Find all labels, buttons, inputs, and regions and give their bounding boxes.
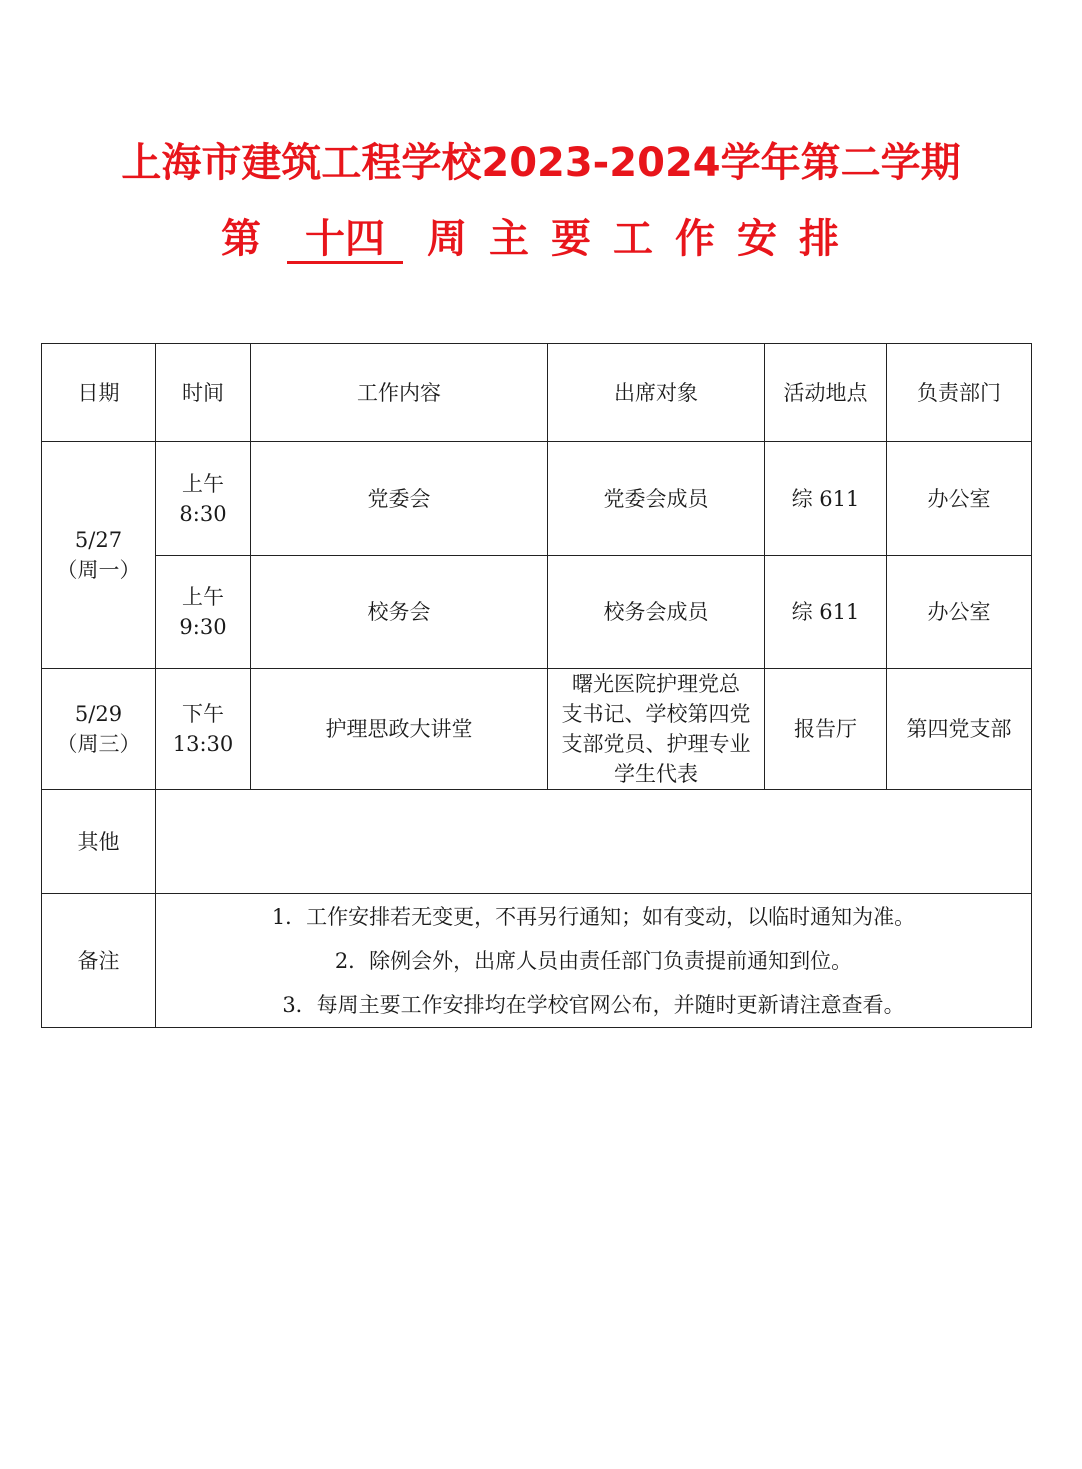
subtitle-prefix: 第 [221, 216, 261, 262]
date-value: 5/27 [74, 528, 123, 552]
header-content: 工作内容 [251, 344, 548, 442]
attendees-line: 学生代表 [614, 762, 698, 786]
attendees-cell [548, 669, 765, 790]
attendees-line: 曙光医院护理党总 [572, 672, 740, 696]
document-subtitle [0, 212, 1082, 266]
notes-cell [156, 894, 1032, 1028]
table-row [42, 442, 1032, 556]
time-cell [156, 669, 251, 790]
department-cell: 办公室 [887, 442, 1032, 556]
time-value: 8:30 [179, 501, 227, 526]
other-row [42, 790, 1032, 894]
schedule-table [41, 343, 1032, 1028]
date-cell [42, 442, 156, 669]
attendees-cell: 党委会成员 [548, 442, 765, 556]
header-location: 活动地点 [765, 344, 887, 442]
date-value: 5/29 [74, 702, 123, 726]
attendees-cell: 校务会成员 [548, 556, 765, 669]
location-cell: 报告厅 [765, 669, 887, 790]
time-value: 13:30 [172, 732, 234, 756]
department-cell: 第四党支部 [887, 669, 1032, 790]
table-row [42, 669, 1032, 790]
date-cell [42, 669, 156, 790]
time-cell [156, 556, 251, 669]
department-cell: 办公室 [887, 556, 1032, 669]
header-attendees: 出席对象 [548, 344, 765, 442]
other-label: 其他 [42, 790, 156, 894]
note-item: 2．除例会外，出席人员由责任部门负责提前通知到位。 [334, 948, 853, 973]
other-value [156, 790, 1032, 894]
content-cell: 党委会 [251, 442, 548, 556]
period-value: 上午 [182, 471, 224, 496]
content-cell: 护理思政大讲堂 [251, 669, 548, 790]
period-value: 下午 [182, 702, 224, 726]
notes-row [42, 894, 1032, 1028]
content-cell: 校务会 [251, 556, 548, 669]
header-date: 日期 [42, 344, 156, 442]
location-cell: 综 611 [765, 442, 887, 556]
document-title: 上海市建筑工程学校2023-2024学年第二学期 [121, 140, 961, 186]
time-value: 9:30 [179, 615, 227, 639]
table-row [42, 556, 1032, 669]
header-department: 负责部门 [887, 344, 1032, 442]
time-cell [156, 442, 251, 556]
weekday-value: （周一） [56, 558, 141, 582]
subtitle-suffix: 周主要工作安排 [427, 216, 861, 262]
attendees-line: 支部党员、护理专业 [561, 732, 751, 756]
week-number: 十四 [287, 217, 403, 264]
location-cell: 综 611 [765, 556, 887, 669]
attendees-line: 支书记、学校第四党 [561, 702, 751, 726]
weekday-value: （周三） [56, 732, 141, 756]
header-time: 时间 [156, 344, 251, 442]
note-item: 1．工作安排若无变更，不再另行通知；如有变动，以临时通知为准。 [271, 904, 916, 929]
table-header-row [42, 344, 1032, 442]
period-value: 上午 [182, 585, 224, 609]
notes-label: 备注 [42, 894, 156, 1028]
note-item: 3．每周主要工作安排均在学校官网公布，并随时更新请注意查看。 [282, 992, 905, 1017]
